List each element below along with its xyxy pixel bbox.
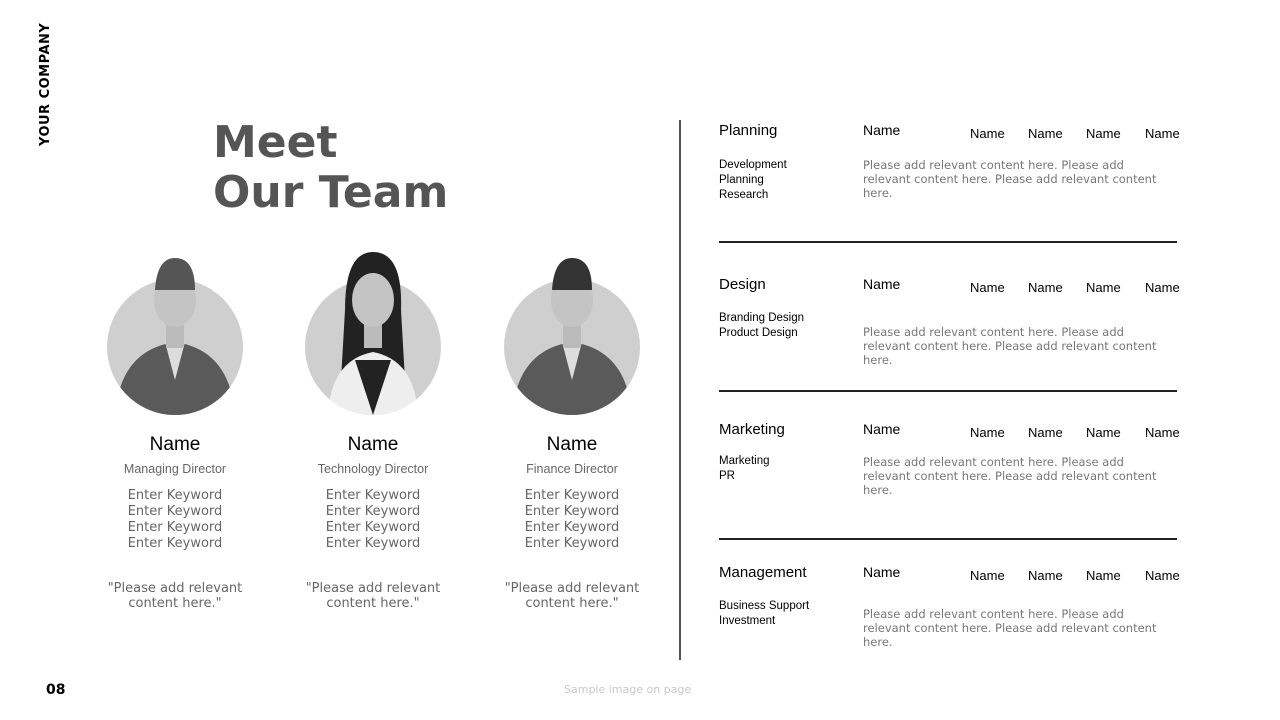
team-member-name: Name (970, 126, 1005, 141)
team-name: Marketing (719, 421, 785, 438)
page-number: 08 (46, 682, 66, 698)
team-section-design (719, 276, 1179, 396)
quote-line: content here." (326, 595, 420, 611)
footer-note: Sample image on page (564, 683, 692, 696)
team-name: Design (719, 276, 766, 293)
team-name: Management (719, 564, 807, 581)
keyword: Enter Keyword (325, 488, 421, 503)
member-quote (472, 582, 672, 611)
member-keywords (273, 488, 473, 552)
team-member-name: Name (1086, 568, 1121, 583)
team-section-management (719, 564, 1179, 684)
team-member-card (75, 250, 275, 611)
team-member-name: Name (1028, 425, 1063, 440)
team-member-name: Name (1086, 280, 1121, 295)
subteam: Investment (719, 615, 776, 627)
team-lead-name: Name (863, 122, 901, 138)
quote-line: content here." (128, 595, 222, 611)
keyword: Enter Keyword (127, 504, 223, 519)
team-member-name: Name (1145, 568, 1180, 583)
page-title (213, 118, 448, 218)
team-member-card (472, 250, 672, 611)
subteam: PR (719, 470, 735, 482)
team-member-name: Name (1086, 425, 1121, 440)
keyword: Enter Keyword (325, 536, 421, 551)
member-quote (75, 582, 275, 611)
team-member-card (273, 250, 473, 611)
member-role: Technology Director (317, 462, 429, 476)
subteam: Business Support (719, 600, 810, 612)
subteam-list (719, 311, 804, 341)
team-member-name: Name (970, 568, 1005, 583)
subteam: Product Design (719, 327, 798, 339)
team-member-name: Name (1028, 280, 1063, 295)
member-name: Name (149, 434, 201, 455)
team-lead-name: Name (863, 564, 901, 580)
subteam-list (719, 158, 787, 203)
team-lead-name: Name (863, 276, 901, 292)
team-lead-name: Name (863, 421, 901, 437)
team-name: Planning (719, 122, 778, 139)
member-photo (472, 250, 672, 420)
team-member-name: Name (1145, 280, 1180, 295)
team-member-name: Name (1028, 126, 1063, 141)
quote-line: content here." (525, 595, 619, 611)
member-keywords (472, 488, 672, 552)
subteam: Branding Design (719, 312, 805, 324)
team-member-name: Name (1145, 126, 1180, 141)
quote-line: "Please add relevant (305, 581, 441, 596)
subteam: Planning (719, 174, 764, 186)
member-name: Name (347, 434, 399, 455)
team-description: Please add relevant content here. Please add relevant content here. Please add relevant content here. (863, 325, 1157, 367)
member-photo (273, 250, 473, 420)
title-line-2: Our Team (213, 167, 449, 218)
vertical-divider (679, 120, 681, 660)
team-description: Please add relevant content here. Please add relevant content here. Please add relevant content here. (863, 455, 1157, 497)
quote-line: "Please add relevant (504, 581, 640, 596)
member-keywords (75, 488, 275, 552)
member-quote (273, 582, 473, 611)
subteam: Development (719, 159, 787, 171)
keyword: Enter Keyword (127, 488, 223, 503)
team-member-name: Name (970, 280, 1005, 295)
company-name: YOUR COMPANY (38, 22, 53, 146)
keyword: Enter Keyword (325, 520, 421, 535)
member-role: Managing Director (123, 462, 227, 476)
team-member-name: Name (1086, 126, 1121, 141)
team-description: Please add relevant content here. Please add relevant content here. Please add relevant content here. (863, 607, 1157, 649)
member-role: Finance Director (526, 462, 618, 476)
member-name: Name (546, 434, 598, 455)
subteam-list (719, 454, 770, 484)
keyword: Enter Keyword (524, 504, 620, 519)
subteam: Marketing (719, 455, 770, 467)
section-divider (719, 241, 1177, 243)
keyword: Enter Keyword (524, 520, 620, 535)
team-member-name: Name (1145, 425, 1180, 440)
keyword: Enter Keyword (127, 536, 223, 551)
subteam: Research (719, 189, 769, 201)
team-section-marketing (719, 421, 1179, 541)
keyword: Enter Keyword (325, 504, 421, 519)
team-section-planning (719, 122, 1179, 242)
keyword: Enter Keyword (524, 536, 620, 551)
section-divider (719, 390, 1177, 392)
team-description: Please add relevant content here. Please add relevant content here. Please add relevant content here. (863, 158, 1157, 200)
keyword: Enter Keyword (524, 488, 620, 503)
keyword: Enter Keyword (127, 520, 223, 535)
quote-line: "Please add relevant (107, 581, 243, 596)
section-divider (719, 538, 1177, 540)
subteam-list (719, 599, 809, 629)
title-line-1: Meet (213, 117, 338, 168)
team-member-name: Name (970, 425, 1005, 440)
team-member-name: Name (1028, 568, 1063, 583)
member-photo (75, 250, 275, 420)
